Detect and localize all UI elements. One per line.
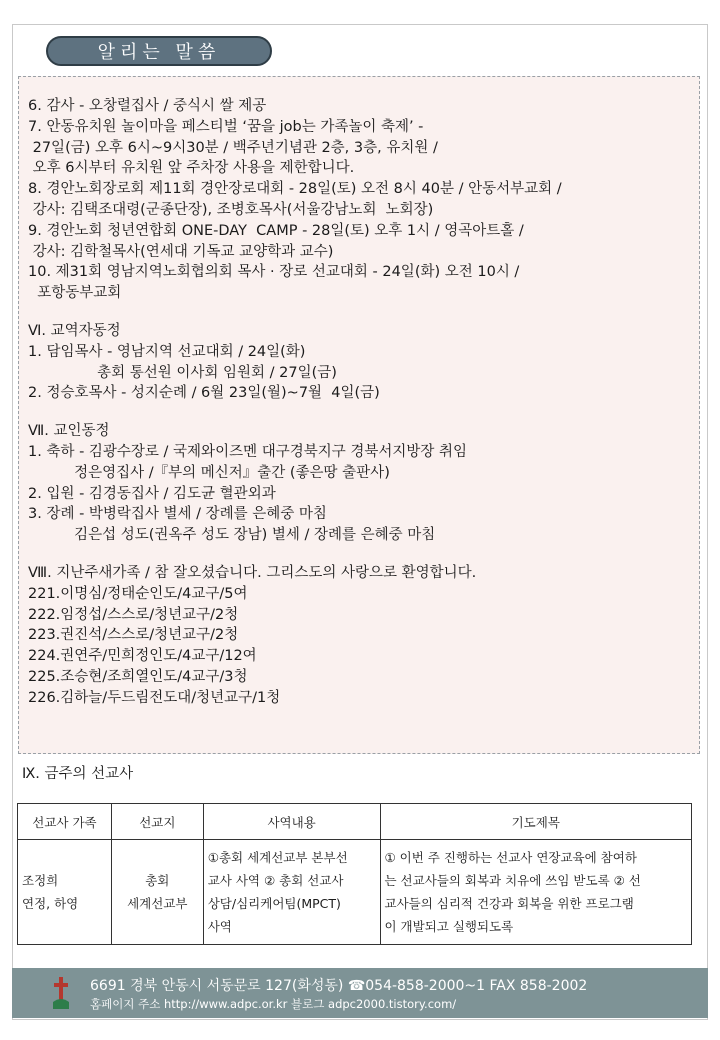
clergy-line: 1. 담임목사 - 영남지역 선교대회 / 24일(화) (28, 343, 306, 360)
clergy-line: 총회 통선원 이사회 임원회 / 27일(금) (28, 364, 337, 381)
prayer-line: 이 개발되고 실행되도록 (384, 919, 514, 934)
notice-line: 오후 6시부터 유치원 앞 주차장 사용을 제한합니다. (28, 160, 355, 177)
newcomer-line: 222.임정섭/스스로/청년교구/2청 (28, 606, 239, 623)
section-title: 알리는 말씀 (46, 36, 272, 66)
member-line: 3. 장례 - 박병락집사 별세 / 장례를 은혜중 마침 (28, 506, 327, 523)
ministry-line: ①총회 세계선교부 본부선 (207, 850, 348, 865)
footer-address: 6691 경북 안동시 서동문로 127(화성동) ☎054-858-2000~1 FAX 858-2002 (90, 978, 588, 994)
notice-line: 강사: 김택조대령(군종단장), 조병호목사(서울강남노회 노회장) (28, 201, 434, 218)
member-line: 1. 축하 - 김광수장로 / 국제와이즈멘 대구경북지구 경북서지방장 취임 (28, 443, 468, 460)
notice-line: 7. 안동유치원 놀이마을 페스티벌 ‘꿈을 job는 가족놀이 축제’ - (28, 118, 424, 135)
family-name: 조정희 (22, 873, 59, 888)
notice-line: 9. 경안노회 청년연합회 ONE-DAY CAMP - 28일(토) 오후 1시 / 영곡아트홀 / (28, 222, 524, 239)
notice-line: 8. 경안노회장로회 제11회 경안장로대회 - 28일(토) 오전 8시 40분 / 안동서부교회 / (28, 181, 562, 198)
field-line: 총회 (145, 873, 170, 888)
clergy-line: 2. 정승호목사 - 성지순례 / 6월 23일(월)~7월 4일(금) (28, 385, 380, 402)
newcomer-line: 224.권연주/민희정인도/4교구/12여 (28, 648, 257, 665)
footer-bar (12, 968, 708, 1018)
newcomer-line: 223.권진석/스스로/청년교구/2청 (28, 627, 239, 644)
newcomer-line: 226.김하늘/두드림전도대/청년교구/1청 (28, 689, 281, 706)
prayer-line: 는 선교사들의 회복과 치유에 쓰임 받도록 ② 선 (384, 873, 641, 888)
newcomer-line: 221.이명심/정태순인도/4교구/5여 (28, 585, 248, 602)
ministry-line: 상담/심리케어팀(MPCT) (207, 896, 341, 911)
ministry-line: 교사 사역 ② 총회 선교사 (207, 873, 344, 888)
missionary-table (17, 803, 692, 945)
cell-field (111, 840, 203, 945)
prayer-line: 교사들의 심리적 건강과 회복을 위한 프로그램 (384, 896, 634, 911)
header-field: 선교지 (111, 804, 203, 840)
member-line: 정은영집사 /『부의 메신저』출간 (좋은땅 출판사) (28, 464, 390, 481)
section-heading-missionary: Ⅸ. 금주의 선교사 (22, 766, 134, 782)
cell-family (18, 840, 112, 945)
ministry-line: 사역 (207, 919, 232, 934)
notice-line: 27일(금) 오후 6시~9시30분 / 백주년기념관 2층, 3층, 유치원 / (28, 139, 438, 156)
notice-line: 강사: 김학철목사(연세대 기독교 교양학과 교수) (28, 243, 334, 260)
family-children: 연정, 하영 (22, 896, 79, 911)
member-line: 김은섭 성도(권옥주 성도 장남) 별세 / 장례를 은혜중 마침 (28, 527, 436, 544)
header-prayer: 기도제목 (380, 804, 692, 840)
prayer-line: ① 이번 주 진행하는 선교사 연장교육에 참여하 (384, 850, 637, 865)
table-header-row (18, 804, 692, 840)
member-line: 2. 입원 - 김경동집사 / 김도균 혈관외과 (28, 485, 276, 502)
footer-web: 홈페이지 주소 http://www.adpc.or.kr 블로그 adpc2000.tistory.com/ (90, 997, 457, 1011)
field-line: 세계선교부 (127, 896, 188, 911)
notice-line: 10. 제31회 영남지역노회협의회 목사 · 장로 선교대회 - 24일(화) 오전 10시 / (28, 264, 520, 281)
newcomer-line: 225.조승현/조희열인도/4교구/3청 (28, 668, 248, 685)
section-heading-members: Ⅶ. 교인동정 (28, 423, 110, 440)
cell-ministry (203, 840, 380, 945)
notice-line: 포항동부교회 (28, 285, 122, 302)
cell-prayer (380, 840, 692, 945)
church-logo-icon (52, 976, 70, 1010)
section-heading-clergy: Ⅵ. 교역자동정 (28, 322, 121, 339)
header-family: 선교사 가족 (18, 804, 112, 840)
header-ministry: 사역내용 (203, 804, 380, 840)
notice-line: 6. 감사 - 오창렬집사 / 중식시 쌀 제공 (28, 98, 267, 114)
notice-content (28, 96, 692, 709)
table-row (18, 840, 692, 945)
section-heading-newcomers: Ⅷ. 지난주새가족 / 참 잘오셨습니다. 그리스도의 사랑으로 환영합니다. (28, 564, 477, 581)
